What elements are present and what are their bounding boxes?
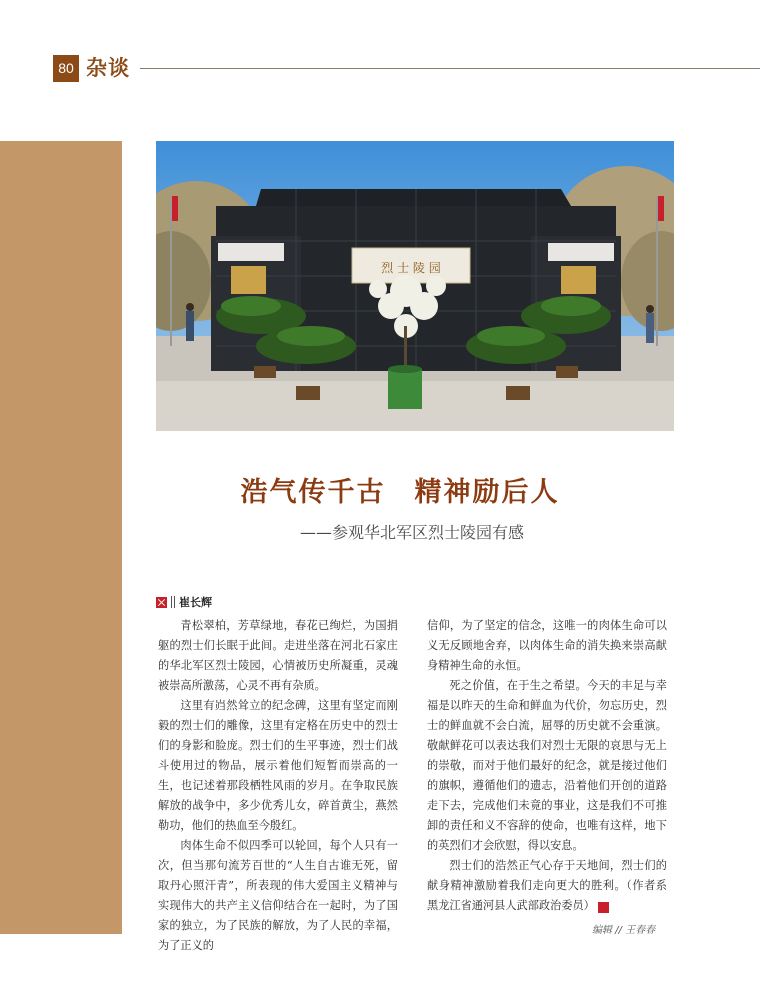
paragraph: 青松翠柏，芳草绿地，春花已绚烂，为国捐躯的烈士们长眠于此间。走进坐落在河北石家庄的华北军区烈士陵园，心情被历史所凝重，灵魂被崇高所激荡，心灵不再有杂质。: [158, 619, 398, 692]
header-rule: [140, 68, 760, 69]
author-separator: [171, 596, 175, 608]
author-byline: [156, 594, 212, 610]
paragraph-final: [427, 856, 667, 916]
article-column-left: [158, 616, 398, 956]
paragraph: 信仰，为了坚定的信念，这唯一的肉体生命可以义无反顾地舍弃，以肉体生命的消失换来崇高献身精神生命的永恒。: [427, 619, 667, 672]
paragraph: 这里有岿然耸立的纪念碑，这里有坚定而刚毅的烈士们的雕像，这里有定格在历史中的烈士们的身影和脸庞。烈士们的生平事迹，烈士们战斗使用过的物品，展示着他们短暂而崇高的一生，也记述着那段栖牲风雨的岁月。在争取民族解放的战争中，多少优秀儿女，碎首黄尘，燕然勒功，他们的热血至今殷红。: [158, 699, 398, 832]
paragraph: 肉体生命不似四季可以轮回，每个人只有一次，但当那句流芳百世的“人生自古谁无死，留取丹心照汗青”，所表现的伟大爱国主义精神与实现伟大的共产主义信仰结合在一起时，为了国家的独立，为了民族的解放，为了人民的幸福，为了正义的: [158, 839, 398, 952]
memorial-photo: [156, 141, 674, 431]
author-name: 崔长辉: [179, 596, 212, 609]
paragraph-final-text: 烈士们的浩然正气心存于天地间，烈士们的献身精神激励着我们走向更大的胜利。（作者系黑龙江省通河县人武部政治委员）: [427, 859, 667, 912]
article-column-right: [427, 616, 667, 916]
end-mark-icon: G: [598, 902, 609, 913]
section-title: 杂谈: [86, 56, 130, 80]
memorial-plaque-text: 烈 士 陵 园: [381, 261, 441, 275]
page-number: 80: [53, 55, 79, 82]
decorative-side-bar: [0, 141, 122, 934]
author-marker-icon: [156, 597, 167, 608]
article-title: 浩气传千古 精神励后人: [240, 477, 560, 508]
editor-credit: 编辑 // 王春春: [592, 925, 656, 936]
article-subtitle: ——参观华北军区烈士陵园有感: [300, 523, 525, 542]
paragraph: 死之价值，在于生之希望。今天的丰足与幸福是以昨天的生命和鲜血为代价，勿忘历史，烈士的鲜血就不会白流，屈辱的历史就不会重演。敬献鲜花可以表达我们对烈士无限的哀思与无上的崇敬，而对于他们最好的纪念，就是接过他们的旗帜，遵循他们的遗志，沿着他们开创的道路走下去，完成他们未竟的事业，这是我们不可推卸的责任和义不容辞的使命，也唯有这样，地下的英烈们才会欣慰，得以安息。: [427, 679, 667, 852]
